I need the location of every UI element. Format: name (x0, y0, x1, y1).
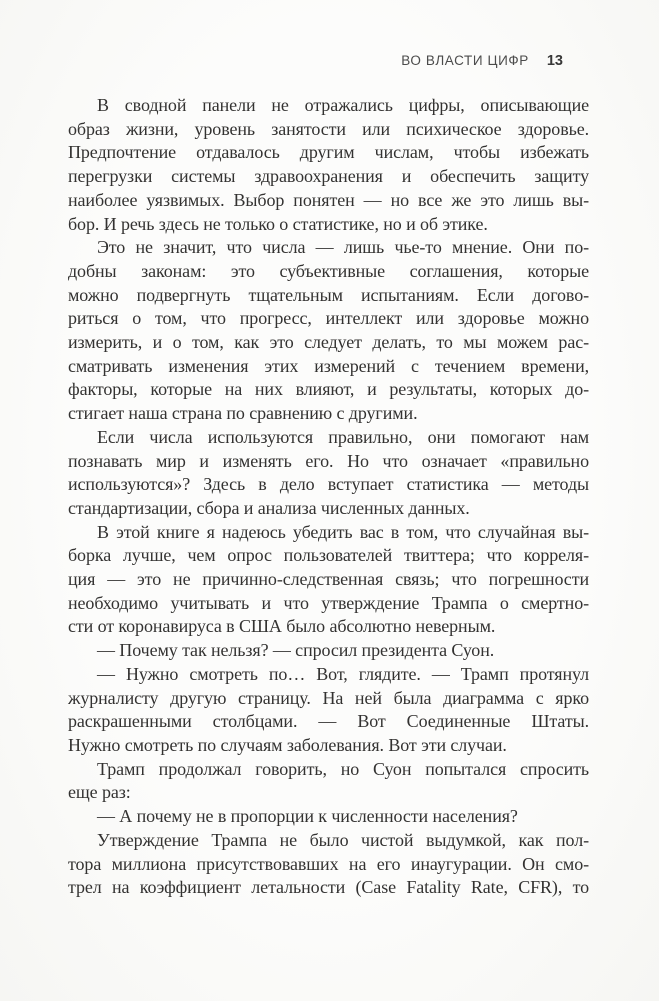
text-line: познавать мир и изменять его. Но что означает «правильно (68, 450, 589, 471)
paragraph (68, 829, 589, 900)
text-line: сматривать изменения этих измерений с течением времени, (68, 355, 589, 376)
text-line: В этой книге я надеюсь убедить вас в том, что случайная вы- (97, 521, 589, 542)
running-header (401, 53, 563, 69)
text-line: — Нужно смотреть по… Вот, глядите. — Трамп протянул (97, 663, 589, 684)
text-line: наиболее уязвимых. Выбор понятен — но все же это лишь вы- (68, 189, 589, 210)
paragraph (68, 639, 589, 663)
text-line: тора миллиона присутствовавших на его инаугурации. Он смо- (68, 853, 589, 874)
page-number: 13 (546, 53, 563, 69)
text-line: еще раз: (68, 782, 131, 803)
text-line: — А почему не в пропорции к численности населения? (97, 806, 518, 827)
page-text (68, 94, 589, 900)
text-line: стигает наша страна по сравнению с другими. (68, 403, 418, 424)
text-line: перегрузки системы здравоохранения и обеспечить защиту (68, 166, 589, 187)
text-line: Нужно смотреть по случаям заболевания. Вот эти случаи. (68, 734, 507, 755)
text-line: факторы, которые на них влияют, и результаты, которых до- (68, 379, 589, 400)
text-line: добны законам: это субъективные соглашения, которые (68, 260, 589, 281)
text-line: Предпочтение отдавалось другим числам, чтобы избежать (68, 142, 589, 163)
text-line: образ жизни, уровень занятости или психическое здоровье. (68, 118, 589, 139)
paragraph (68, 758, 589, 805)
paragraph (68, 236, 589, 426)
text-line: Трамп продолжал говорить, но Суон попытался спросить (97, 758, 589, 779)
text-line: риться о том, что прогресс, интеллект или здоровье можно (68, 308, 589, 329)
paragraph (68, 94, 589, 236)
text-line: борка лучше, чем опрос пользователей твиттера; что корреля- (68, 545, 589, 566)
text-line: Утверждение Трампа не было чистой выдумкой, как пол- (97, 829, 589, 850)
text-line: сти от коронавируса в США было абсолютно неверным. (68, 616, 496, 637)
text-line: необходимо учитывать и что утверждение Трампа о смертно- (68, 592, 589, 613)
text-line: измерить, и о том, как это следует делать, то мы можем рас- (68, 332, 589, 353)
text-line: трел на коэффициент летальности (Case Fatality Rate, CFR), то (68, 877, 589, 898)
text-line: В сводной панели не отражались цифры, описывающие (97, 95, 589, 115)
text-line: стандартизации, сбора и анализа численных данных. (68, 497, 470, 518)
text-line: Если числа используются правильно, они помогают нам (97, 426, 589, 447)
paragraph (68, 521, 589, 640)
running-title: ВО ВЛАСТИ ЦИФР (401, 53, 529, 68)
text-line: можно подвергнуть тщательным испытаниям. Если догово- (68, 284, 589, 305)
text-line: используются»? Здесь в дело вступает статистика — методы (68, 474, 589, 495)
text-line: журналисту другую страницу. На ней была диаграмма с ярко (68, 687, 589, 708)
text-line: — Почему так нельзя? — спросил президента Суон. (97, 640, 495, 661)
paragraph (68, 663, 589, 758)
text-line: раскрашенными столбцами. — Вот Соединенные Штаты. (68, 711, 589, 732)
text-line: Это не значит, что числа — лишь чье-то мнение. Они по- (97, 237, 589, 258)
text-line: ция — это не причинно-следственная связь; что погрешности (68, 569, 589, 590)
paragraph (68, 805, 589, 829)
text-line: бор. И речь здесь не только о статистике, но и об этике. (68, 213, 488, 234)
paragraph (68, 426, 589, 521)
